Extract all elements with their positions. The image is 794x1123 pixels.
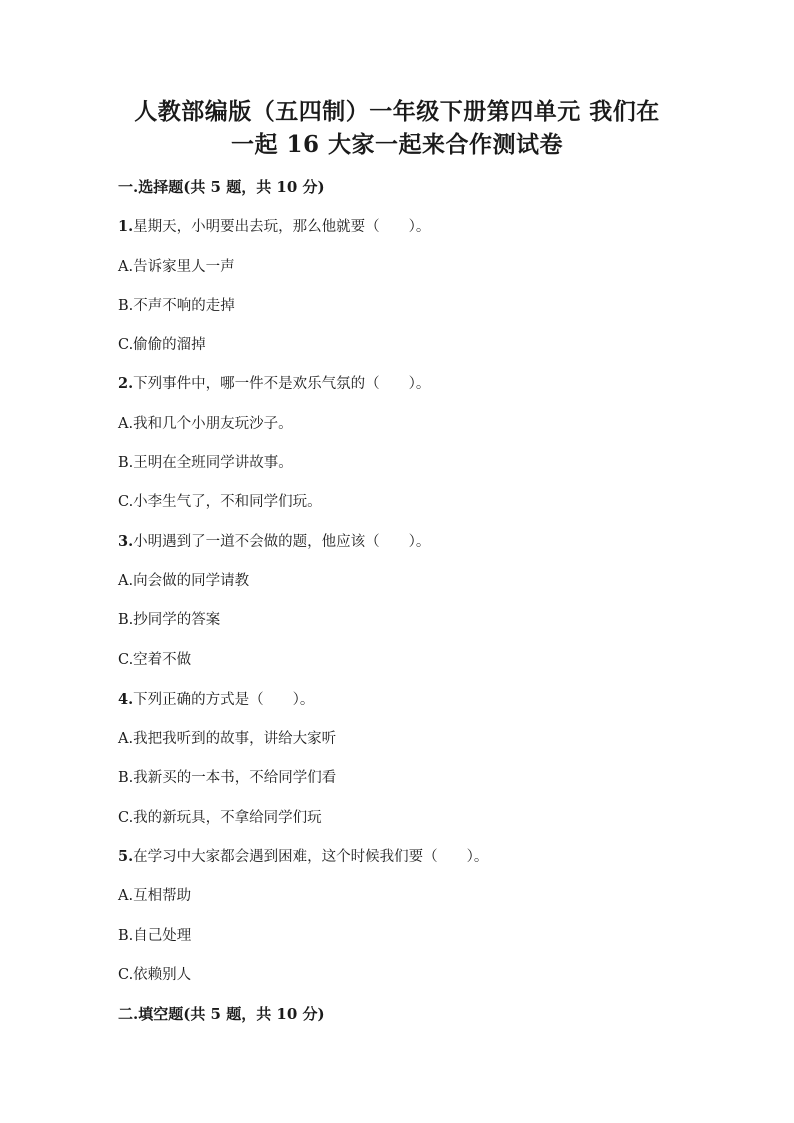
question-text: 在学习中大家都会遇到困难，这个时候我们要（ ）。 bbox=[133, 849, 489, 865]
question-2-option-b: B.王明在全班同学讲故事。 bbox=[118, 455, 293, 471]
question-4-option-c: C.我的新玩具，不拿给同学们玩 bbox=[118, 810, 322, 826]
section-heading-fill-in: 二.填空题(共 5 题，共 10 分) bbox=[118, 1005, 325, 1023]
question-2-option-a: A.我和几个小朋友玩沙子。 bbox=[118, 416, 293, 432]
question-3 bbox=[118, 532, 430, 552]
question-text: 下列正确的方式是（ ）。 bbox=[133, 692, 315, 708]
question-number: 2. bbox=[118, 375, 134, 392]
question-5-option-b: B.自己处理 bbox=[118, 928, 192, 944]
question-5-option-a: A.互相帮助 bbox=[118, 888, 192, 904]
question-4-option-a: A.我把我听到的故事，讲给大家听 bbox=[118, 731, 337, 747]
question-number: 3. bbox=[118, 533, 134, 550]
question-3-option-b: B.抄同学的答案 bbox=[118, 612, 221, 628]
question-4 bbox=[118, 690, 314, 710]
page-title-line-1: 人教部编版（五四制）一年级下册第四单元 我们在 bbox=[134, 98, 660, 125]
question-text: 星期天，小明要出去玩，那么他就要（ ）。 bbox=[133, 219, 431, 235]
question-2 bbox=[118, 374, 430, 394]
question-4-option-b: B.我新买的一本书，不给同学们看 bbox=[118, 770, 337, 786]
question-1-option-b: B.不声不响的走掉 bbox=[118, 298, 235, 314]
question-1 bbox=[118, 217, 430, 237]
question-3-option-a: A.向会做的同学请教 bbox=[118, 573, 250, 589]
question-1-option-c: C.偷偷的溜掉 bbox=[118, 337, 206, 353]
question-2-option-c: C.小李生气了，不和同学们玩。 bbox=[118, 494, 322, 510]
question-number: 1. bbox=[118, 218, 134, 235]
question-number: 4. bbox=[118, 691, 134, 708]
question-1-option-a: A.告诉家里人一声 bbox=[118, 259, 235, 275]
question-number: 5. bbox=[118, 848, 134, 865]
question-text: 小明遇到了一道不会做的题，他应该（ ）。 bbox=[133, 534, 431, 550]
question-5 bbox=[118, 847, 488, 867]
page-title-line-2: 一起 16 大家一起来合作测试卷 bbox=[230, 131, 564, 158]
question-text: 下列事件中，哪一件不是欢乐气氛的（ ）。 bbox=[133, 376, 431, 392]
question-5-option-c: C.依赖别人 bbox=[118, 967, 192, 983]
question-3-option-c: C.空着不做 bbox=[118, 652, 192, 668]
section-heading-choice: 一.选择题(共 5 题，共 10 分) bbox=[118, 178, 325, 196]
